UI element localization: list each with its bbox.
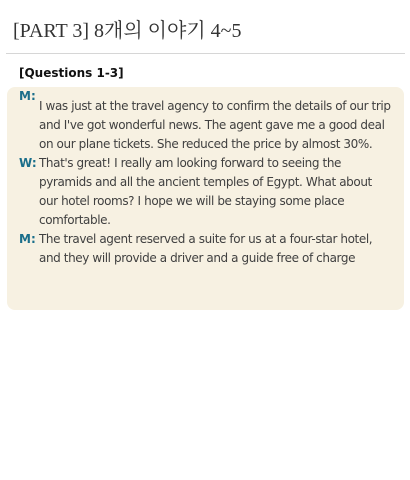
speaker-label: W: — [19, 156, 37, 170]
title-divider — [6, 53, 405, 54]
utterance-text: That's great! I really am looking forward to seeing the pyramids and all the ancient temples of Egypt. What about our hotel rooms? I hope we will be staying some place comfortable. — [39, 156, 372, 227]
speaker-label: M: — [19, 89, 36, 103]
dialogue-turn — [7, 154, 404, 230]
dialogue-scroll-area[interactable] — [7, 87, 404, 265]
dialogue-turn — [7, 87, 404, 154]
dialogue-panel — [7, 87, 404, 310]
utterance-text: I was just at the travel agency to confirm the details of our trip and I've got wonderful news. The agent gave me a good deal on our plane tickets. She reduced the price by almost 30%. — [39, 99, 391, 151]
speaker-label: M: — [19, 232, 36, 246]
page-title: [PART 3] 8개의 이야기 4~5 — [13, 20, 242, 42]
utterance-text: The travel agent reserved a suite for us at a four-star hotel, and they will provide a driver and a guide free of charge — [39, 232, 373, 265]
dialogue-turn — [7, 230, 404, 268]
section-heading: [Questions 1-3] — [19, 66, 124, 80]
